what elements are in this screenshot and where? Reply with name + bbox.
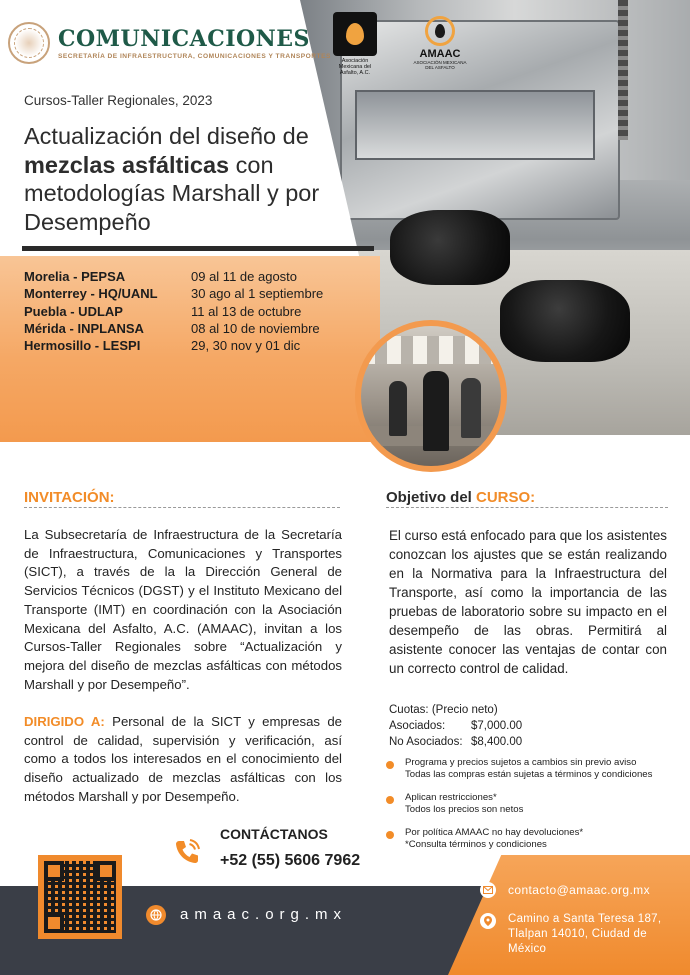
course-title bbox=[24, 122, 364, 237]
contact-phone[interactable]: +52 (55) 5606 7962 bbox=[220, 852, 361, 869]
objective-title-accent: CURSO: bbox=[476, 489, 536, 506]
globe-icon bbox=[146, 905, 166, 925]
schedule-row bbox=[24, 268, 323, 285]
contact-label: CONTÁCTANOS bbox=[220, 826, 328, 842]
phone-icon bbox=[170, 835, 204, 869]
note-item bbox=[386, 792, 686, 817]
bullet-icon bbox=[386, 761, 394, 769]
schedule-date: 11 al 13 de octubre bbox=[191, 303, 302, 319]
address-text: Camino a Santa Teresa 187, Tlalpan 14010, Ciudad de México bbox=[508, 913, 662, 955]
fee-row bbox=[389, 735, 522, 751]
schedule-city: Morelia - PEPSA bbox=[24, 269, 126, 284]
schedule-row bbox=[24, 320, 323, 337]
note-item bbox=[386, 757, 686, 782]
fee-row bbox=[389, 719, 522, 735]
note-line: Por política AMAAC no hay devoluciones* bbox=[405, 826, 584, 838]
location-pin-icon bbox=[480, 913, 496, 929]
mail-icon bbox=[480, 882, 496, 898]
website-link[interactable]: amaac.org.mx bbox=[180, 906, 348, 923]
note-line: Aplican restricciones* bbox=[405, 791, 497, 803]
fees-block bbox=[389, 703, 522, 751]
photo-machine-tray bbox=[355, 90, 595, 160]
org-name: COMUNICACIONES bbox=[58, 26, 310, 52]
objective-body: El curso está enfocado para que los asistentes conozcan los ajustes que se están realizando en la Normativa para la Infraestructura del Transporte, así como la importancia de las pruebas de laboratorio sobre su impacto en el desempeño de las obras. Permitirá al asistente conocer las ventajas de contar con un correcto control de calidad. bbox=[389, 528, 667, 677]
logo-a-caption: Asociación Mexicana del Asfalto, A.C. bbox=[338, 58, 372, 77]
bullet-icon bbox=[386, 796, 394, 804]
target-audience bbox=[24, 713, 342, 807]
asphalt-sample-1 bbox=[390, 210, 510, 285]
amaac-ring-icon bbox=[425, 16, 455, 46]
qr-code[interactable] bbox=[38, 855, 122, 939]
schedule-city: Puebla - UDLAP bbox=[24, 303, 123, 319]
invitation-title: INVITACIÓN: bbox=[24, 489, 115, 506]
bullet-icon bbox=[386, 831, 394, 839]
schedule-row bbox=[24, 303, 323, 320]
note-line: Programa y precios sujetos a cambios sin previo aviso bbox=[405, 757, 637, 768]
schedule-city: Mérida - INPLANSA bbox=[24, 320, 144, 336]
target-audience-body: Personal de la SICT y empresas de control de calidad, supervisión y verificación, así como a todos los interesados en el conocimiento del diseño actualizado de mezclas asfálticas con los métodos Marshall y por Desempeño. bbox=[24, 714, 343, 804]
notes-list bbox=[386, 757, 686, 862]
fee-value: $7,000.00 bbox=[471, 719, 523, 732]
amaac-logo-name: AMAAC bbox=[419, 48, 461, 60]
schedule-date: 09 al 11 de agosto bbox=[191, 269, 298, 284]
lab-workers-photo bbox=[355, 320, 507, 472]
amaac-association-logo bbox=[330, 12, 380, 76]
note-line: Todas las compras están sujetas a términos y condiciones bbox=[405, 769, 653, 781]
amaac-logo-sub: ASOCIACIÓN MEXICANA DEL ASFALTO bbox=[413, 60, 467, 70]
course-title-part2: con metodologías Marshall y por Desempeño bbox=[24, 151, 320, 235]
schedule-date: 30 ago al 1 septiembre bbox=[191, 286, 324, 302]
title-divider bbox=[22, 246, 374, 251]
asphalt-sample-2 bbox=[500, 280, 630, 362]
fees-title: Cuotas: (Precio neto) bbox=[389, 704, 498, 716]
course-title-bold: mezclas asfálticas bbox=[24, 151, 230, 178]
course-subtitle: Cursos-Taller Regionales, 2023 bbox=[24, 93, 213, 108]
photo-chain bbox=[618, 0, 628, 140]
schedule-date: 29, 30 nov y 01 dic bbox=[191, 338, 301, 354]
email-link[interactable]: contacto@amaac.org.mx bbox=[508, 883, 650, 897]
schedule-row bbox=[24, 337, 323, 354]
mexico-seal-icon bbox=[8, 22, 50, 64]
sict-logo bbox=[8, 22, 331, 64]
fee-value: $8,400.00 bbox=[471, 735, 523, 748]
note-line: *Consulta términos y condiciones bbox=[405, 839, 547, 851]
invitation-body: La Subsecretaría de Infraestructura de la Secretaría de Infraestructura, Comunicaciones y Transportes (SICT), a través de la la Dirección General de Servicios Técnicos (DGST) y el Instituto Mexicano del Transporte (IMT) en coordinación con la Asociación Mexicana del Asfalto, A.C. (AMAAC), invitan a los Cursos-Taller Regionales sobre “Actualización y mejora del diseño de mezclas asfálticas con métodos Marshall y por Desempeño”. bbox=[24, 527, 342, 692]
invitation-rule bbox=[24, 507, 340, 508]
fee-label: Asociados: bbox=[389, 719, 446, 732]
fee-label: No Asociados: bbox=[389, 735, 463, 748]
course-title-part1: Actualización del diseño de bbox=[24, 123, 309, 149]
schedule-list bbox=[24, 268, 323, 354]
schedule-row bbox=[24, 285, 323, 302]
note-item bbox=[386, 827, 686, 852]
note-line: Todos los precios son netos bbox=[405, 804, 524, 816]
target-audience-label: DIRIGIDO A: bbox=[24, 714, 105, 729]
drop-icon bbox=[333, 12, 377, 56]
schedule-city: Hermosillo - LESPI bbox=[24, 338, 141, 354]
objective-title bbox=[386, 489, 535, 506]
objective-title-prefix: Objetivo del bbox=[386, 489, 477, 506]
objective-rule bbox=[386, 507, 668, 508]
org-subtitle: SECRETARÍA DE INFRAESTRUCTURA, COMUNICACIONES Y TRANSPORTES bbox=[58, 53, 331, 60]
schedule-city: Monterrey - HQ/UANL bbox=[24, 286, 158, 302]
amaac-logo bbox=[412, 16, 468, 70]
schedule-date: 08 al 10 de noviembre bbox=[191, 320, 320, 336]
